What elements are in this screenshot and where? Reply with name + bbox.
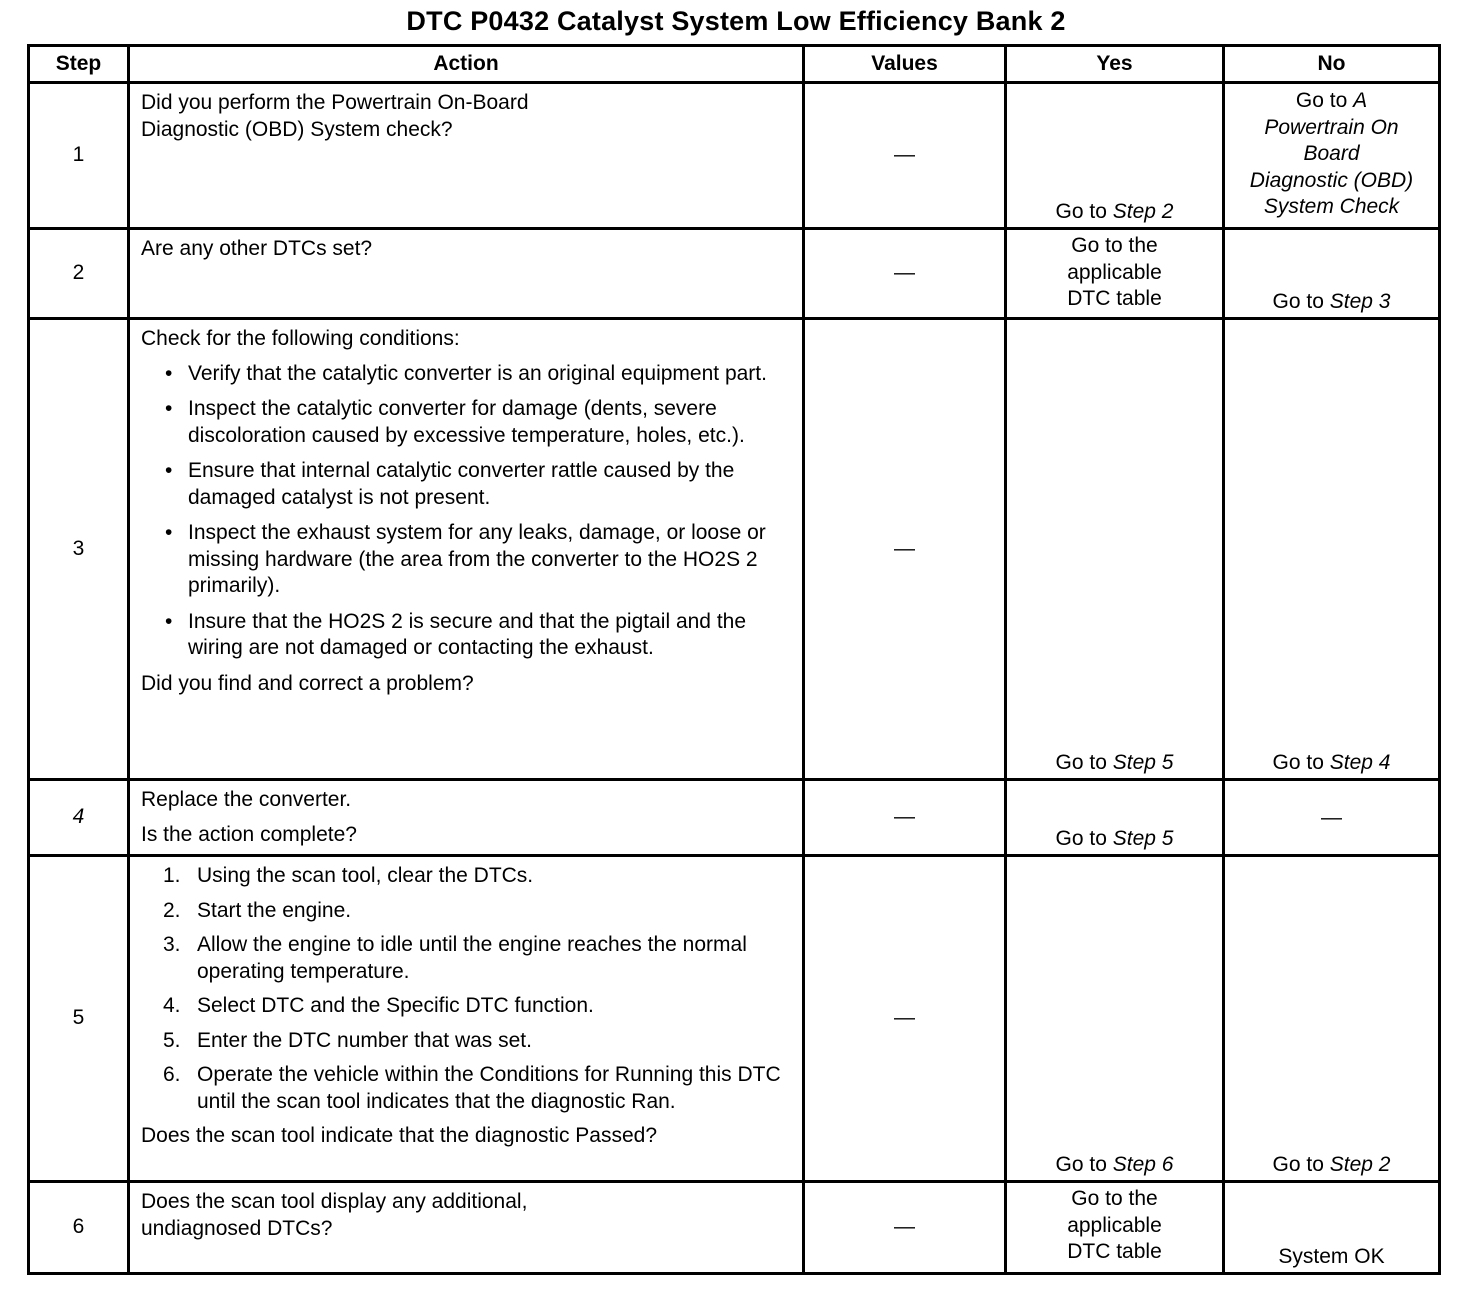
no-line — [1231, 168, 1432, 195]
action-line: Does the scan tool display any additional, — [141, 1190, 528, 1213]
action-line: Diagnostic (OBD) System check? — [141, 117, 453, 141]
list-text: Enter the DTC number that was set. — [197, 1028, 532, 1052]
yes-line: DTC table — [1067, 1240, 1162, 1263]
reference-link: A — [1353, 89, 1368, 112]
yes-cell — [1006, 83, 1224, 229]
values-cell: — — [804, 83, 1006, 229]
action-cell — [129, 229, 804, 319]
step-link: Step 4 — [1329, 750, 1391, 774]
list-item — [163, 1028, 794, 1055]
yes-line: applicable — [1067, 1213, 1162, 1237]
condition-list — [141, 361, 794, 662]
no-cell: System OK — [1224, 1182, 1440, 1274]
yes-line: Go to the — [1071, 1187, 1158, 1210]
reference-link: Powertrain On — [1264, 115, 1399, 139]
table-row-step-1 — [29, 83, 1440, 229]
values-cell: — — [804, 856, 1006, 1182]
list-item: • Verify that the catalytic converter is an original equipment part. — [165, 361, 794, 388]
step-number: 4 — [29, 780, 129, 856]
list-text: Select DTC and the Specific DTC function. — [197, 994, 594, 1017]
reference-link: Diagnostic (OBD) — [1249, 168, 1414, 192]
step-number: 3 — [29, 319, 129, 780]
list-number: 5. — [163, 1028, 181, 1052]
goto-prefix: Go to — [1055, 826, 1113, 850]
action-cell — [129, 319, 804, 780]
list-item: • Inspect the catalytic converter for damage (dents, severe discoloration caused by excessive temperature, holes, etc.). — [165, 396, 794, 449]
action-intro: Check for the following conditions: — [141, 327, 460, 350]
no-line — [1231, 194, 1432, 221]
list-item: • Insure that the HO2S 2 is secure and that the pigtail and the wiring are not damaged or contacting the exhaust. — [165, 609, 794, 662]
no-cell — [1224, 229, 1440, 319]
values-cell: — — [804, 780, 1006, 856]
header-row — [29, 46, 1440, 83]
yes-cell — [1006, 780, 1224, 856]
table-row-step-2 — [29, 229, 1440, 319]
step-number: 5 — [29, 856, 129, 1182]
no-cell — [1224, 83, 1440, 229]
action-line: undiagnosed DTCs? — [141, 1216, 333, 1240]
action-line: Replace the converter. — [141, 788, 352, 811]
header-step: Step — [29, 46, 129, 83]
action-line: Are any other DTCs set? — [141, 237, 373, 260]
table-row-step-4 — [29, 780, 1440, 856]
action-question: Does the scan tool indicate that the diagnostic Passed? — [141, 1124, 657, 1147]
reference-link: System Check — [1263, 195, 1400, 218]
step-number: 2 — [29, 229, 129, 319]
action-line: Did you perform the Powertrain On-Board — [141, 91, 529, 114]
list-item — [163, 863, 794, 890]
list-item: • Inspect the exhaust system for any leaks, damage, or loose or missing hardware (the area from the converter to the HO2S 2 primarily). — [165, 520, 794, 600]
list-number: 6. — [163, 1063, 181, 1086]
list-item: • Ensure that internal catalytic converter rattle caused by the damaged catalyst is not present. — [165, 458, 794, 511]
yes-line: applicable — [1067, 260, 1162, 284]
yes-cell — [1006, 1182, 1224, 1274]
step-link: Step 5 — [1112, 826, 1174, 850]
values-cell: — — [804, 229, 1006, 319]
list-number: 2. — [163, 898, 181, 922]
no-line — [1231, 141, 1432, 168]
step-link: Step 3 — [1329, 289, 1391, 313]
procedure-list — [141, 863, 794, 1115]
goto-prefix: Go to — [1055, 1152, 1113, 1176]
list-text: Start the engine. — [197, 898, 352, 922]
goto-prefix: Go to — [1272, 289, 1330, 313]
no-line — [1231, 88, 1432, 115]
table-row-step-6 — [29, 1182, 1440, 1274]
yes-cell — [1006, 856, 1224, 1182]
diagnostic-table — [27, 44, 1441, 1275]
list-item — [163, 993, 794, 1020]
goto-prefix: Go to — [1295, 89, 1354, 112]
step-link: Step 2 — [1329, 1152, 1391, 1176]
table-row-step-3 — [29, 319, 1440, 780]
action-question: Did you find and correct a problem? — [141, 671, 474, 695]
header-action: Action — [129, 46, 804, 83]
list-text: Operate the vehicle within the Conditions for Running this DTC until the scan tool indicates that the diagnostic Ran. — [197, 1063, 781, 1113]
list-number: 4. — [163, 994, 181, 1017]
list-number: 1. — [163, 864, 181, 887]
step-link: Step 2 — [1112, 199, 1174, 223]
list-item — [163, 1062, 794, 1115]
action-cell — [129, 780, 804, 856]
list-item — [163, 932, 794, 985]
no-cell — [1224, 856, 1440, 1182]
yes-cell — [1006, 229, 1224, 319]
yes-cell — [1006, 319, 1224, 780]
list-item — [163, 898, 794, 925]
header-yes: Yes — [1006, 46, 1224, 83]
list-text: Using the scan tool, clear the DTCs. — [197, 864, 534, 887]
no-cell — [1224, 319, 1440, 780]
step-link: Step 5 — [1112, 750, 1174, 774]
goto-prefix: Go to — [1055, 750, 1113, 774]
action-line: Is the action complete? — [141, 822, 357, 846]
page-title: DTC P0432 Catalyst System Low Efficiency Bank 2 — [406, 6, 1066, 36]
goto-prefix: Go to — [1272, 750, 1330, 774]
list-text: Allow the engine to idle until the engine reaches the normal operating temperature. — [197, 933, 747, 983]
yes-line: Go to the — [1071, 234, 1158, 257]
step-number: 6 — [29, 1182, 129, 1274]
goto-prefix: Go to — [1272, 1152, 1330, 1176]
action-cell — [129, 1182, 804, 1274]
action-cell — [129, 83, 804, 229]
step-number: 1 — [29, 83, 129, 229]
table-row-step-5 — [29, 856, 1440, 1182]
values-cell: — — [804, 1182, 1006, 1274]
step-link: Step 6 — [1112, 1152, 1174, 1176]
no-line — [1231, 115, 1432, 142]
header-values: Values — [804, 46, 1006, 83]
header-no: No — [1224, 46, 1440, 83]
list-number: 3. — [163, 933, 181, 956]
reference-link: Board — [1303, 142, 1360, 165]
goto-prefix: Go to — [1055, 199, 1113, 223]
action-cell — [129, 856, 804, 1182]
yes-line: DTC table — [1067, 287, 1162, 310]
no-cell: — — [1224, 780, 1440, 856]
values-cell: — — [804, 319, 1006, 780]
